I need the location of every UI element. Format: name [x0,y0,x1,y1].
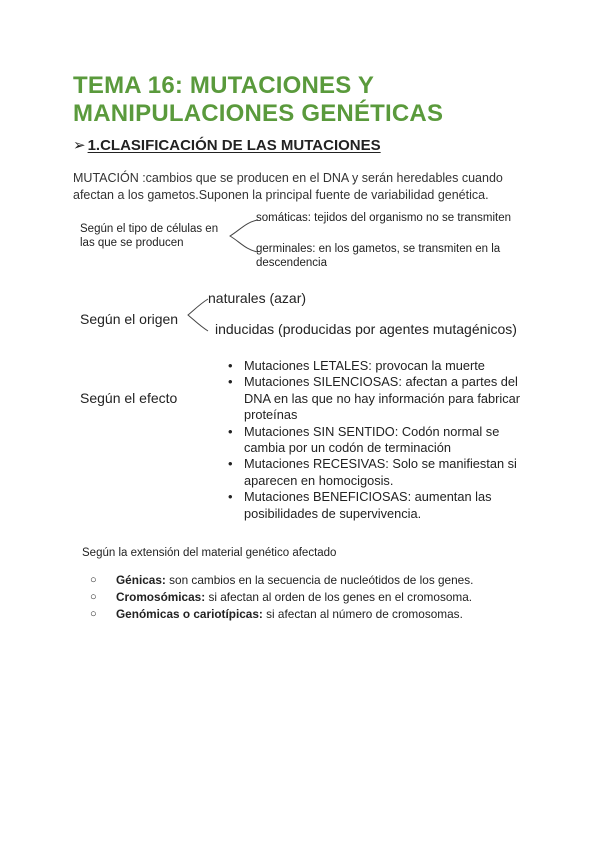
page-title: TEMA 16: MUTACIONES Y MANIPULACIONES GENÉTICAS [73,72,444,127]
cell-type-somatic: somáticas: tejidos del organismo no se transmiten [256,212,512,224]
section-heading-text: 1.CLASIFICACIÓN DE LAS MUTACIONES [87,137,381,154]
origin-label: Según el origen [80,311,179,327]
list-item: • Mutaciones LETALES: provocan la muerte [228,358,528,374]
list-item [90,572,550,589]
extension-term: Cromosómicas: [116,590,206,604]
list-item: • Mutaciones SIN SENTIDO: Codón normal se cambia por un codón de terminación [228,424,528,457]
arrow-icon: ➢ [73,137,86,154]
extension-text: si afectan al número de cromosomas. [262,607,463,621]
section-heading [73,136,381,154]
list-item: • Mutaciones SILENCIOSAS: afectan a partes del DNA en las que no hay información para fabricar proteínas [228,374,528,423]
effect-list [228,358,528,522]
effect-label: Según el efecto [80,390,178,406]
extension-term: Génicas: [116,573,166,587]
list-item: • Mutaciones RECESIVAS: Solo se manifiestan si aparecen en homocigosis. [228,456,528,489]
extension-text: son cambios en la secuencia de nucleótidos de los genes. [165,573,474,587]
origin-induced: inducidas (producidas por agentes mutagénicos) [215,321,517,337]
list-item: • Mutaciones BENEFICIOSAS: aumentan las posibilidades de supervivencia. [228,489,528,522]
list-item [90,589,550,606]
cell-type-label: Según el tipo de células en las que se producen [80,223,219,249]
origin-natural: naturales (azar) [208,290,307,306]
mutation-definition: MUTACIÓN :cambios que se producen en el DNA y serán heredables cuando afectan a los gametos.Suponen la principal fuente de variabilidad genética. [73,171,503,202]
extension-text: si afectan al orden de los genes en el cromosoma. [205,590,473,604]
list-item [90,606,550,623]
extension-term: Genómicas o cariotípicas: [116,607,263,621]
circle-bullet-icon: ○ [90,591,97,603]
circle-bullet-icon: ○ [90,574,97,586]
extension-label: Según la extensión del material genético afectado [82,547,337,559]
extension-list [90,572,550,623]
circle-bullet-icon: ○ [90,608,97,620]
cell-type-germinal: germinales: en los gametos, se transmiten en la descendencia [256,243,501,269]
cell-type-bracket [226,216,260,256]
